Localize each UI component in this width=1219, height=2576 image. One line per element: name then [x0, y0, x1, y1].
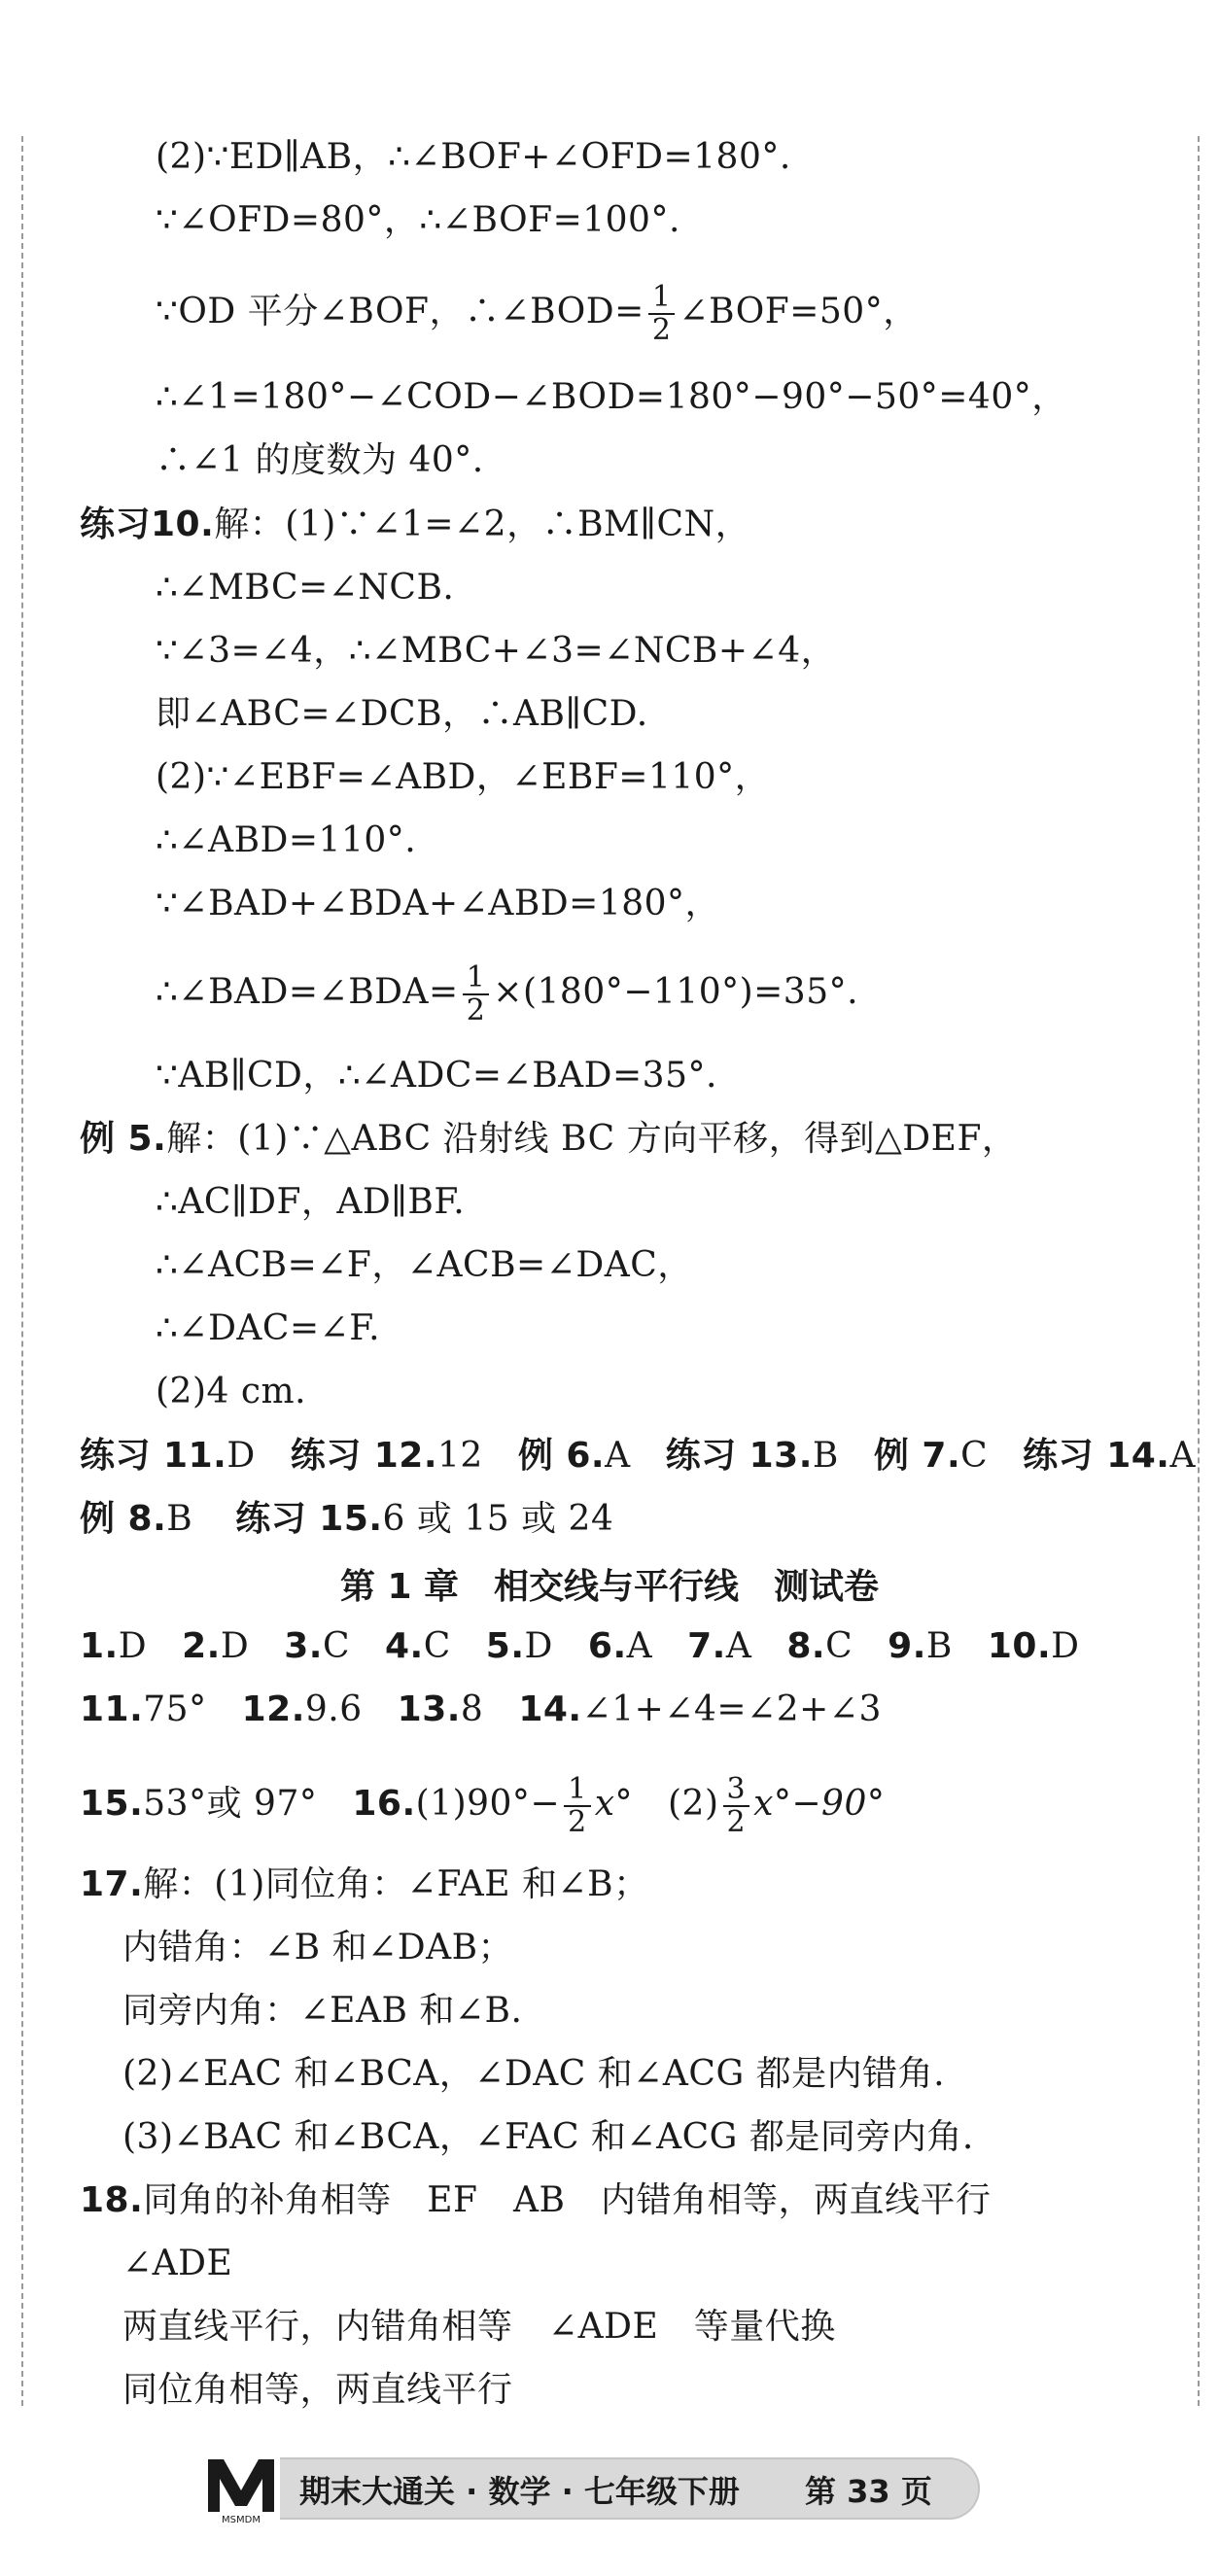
text-line: ∴∠1 的度数为 40°.: [156, 440, 484, 480]
answer-value: ∠1+∠4=∠2+∠3: [581, 1689, 882, 1729]
answers-row-2: [80, 1498, 613, 1541]
answer-value: A: [725, 1626, 752, 1666]
answer-value: D: [226, 1436, 256, 1476]
example-label: 例 5.: [80, 1119, 167, 1159]
question-number: 2.: [182, 1626, 221, 1666]
question-number: 8.: [786, 1626, 826, 1666]
right-margin-line: [1198, 136, 1200, 2406]
answer-value: B: [166, 1499, 193, 1539]
text-segment: x°−90°: [753, 1784, 886, 1824]
text-line: 即∠ABC=∠DCB，∴AB∥CD.: [156, 694, 648, 734]
question-number: 13.: [397, 1689, 461, 1729]
fraction: [564, 1774, 591, 1838]
answer-value: A: [1169, 1436, 1196, 1476]
question-number: 7.: [687, 1626, 726, 1666]
answer-label: 例 6.: [517, 1436, 606, 1476]
question-number: 9.: [888, 1626, 926, 1666]
answer-label: 练习 12.: [290, 1436, 437, 1476]
text-line: (2)∵∠EBF=∠ABD，∠EBF=110°，: [156, 757, 771, 797]
fraction-denominator: 2: [466, 993, 486, 1027]
answer-value: 6 或 15 或 24: [382, 1499, 614, 1539]
answer-label: 例 8.: [80, 1499, 167, 1539]
answer-value: 8: [460, 1689, 484, 1729]
answer-value: A: [605, 1436, 631, 1476]
answer-value: 75°: [143, 1689, 207, 1729]
text-line: 内错角：∠B 和∠DAB；: [122, 1928, 514, 1967]
text-segment: ×(180°−110°)=35°.: [493, 972, 859, 1012]
publisher-logo-icon: [202, 2452, 280, 2525]
text-segment: x°: [594, 1784, 633, 1824]
fraction: [648, 282, 676, 346]
question-number: 3.: [284, 1626, 323, 1666]
answer-value: D: [1051, 1626, 1080, 1666]
text-segment: (2): [668, 1784, 719, 1824]
chapter-title: 第 1 章 相交线与平行线 测试卷: [339, 1567, 880, 1607]
question-number: 18.: [80, 2180, 144, 2220]
text-line: 同旁内角：∠EAB 和∠B.: [122, 1991, 523, 2031]
text-line: (2)4 cm.: [156, 1372, 307, 1411]
text-line: ∴∠ABD=110°.: [156, 820, 417, 860]
text-segment: ∵OD 平分∠BOF，∴∠BOD=: [156, 292, 644, 331]
text-line: ∴∠1=180°−∠COD−∠BOD=180°−90°−50°=40°，: [156, 377, 1067, 417]
fraction-numerator: 1: [564, 1774, 591, 1807]
question-number: 16.: [352, 1784, 416, 1824]
text-line: ∵∠3=∠4，∴∠MBC+∠3=∠NCB+∠4，: [156, 631, 837, 671]
text-segment: (1)90°−: [415, 1784, 561, 1824]
fraction-denominator: 2: [651, 313, 672, 347]
logo-text: MSMDM: [222, 2515, 261, 2525]
text-line: ∴∠DAC=∠F.: [156, 1308, 381, 1348]
text-line: ∵∠OFD=80°，∴∠BOF=100°.: [156, 200, 680, 240]
question-number: 5.: [485, 1626, 525, 1666]
answer-value: A: [626, 1626, 653, 1666]
question-number: 6.: [587, 1626, 627, 1666]
fraction-denominator: 2: [568, 1805, 587, 1839]
question-number: 15.: [80, 1784, 144, 1824]
answer-value: 53°或 97°: [143, 1784, 318, 1824]
left-margin-line: [21, 136, 23, 2406]
text-line: ∵∠BAD+∠BDA+∠ABD=180°，: [156, 884, 721, 923]
question-number: 17.: [80, 1864, 144, 1904]
text-line: ∴∠ACB=∠F，∠ACB=∠DAC，: [156, 1245, 693, 1285]
text-segment: ∴∠BAD=∠BDA=: [156, 972, 459, 1012]
question-number: 1.: [80, 1626, 119, 1666]
text-segment: 解：(1)同位角：∠FAE 和∠B；: [143, 1864, 649, 1904]
question-number: 10.: [987, 1626, 1052, 1666]
text-segment: 同角的补角相等 EF AB 内错角相等，两直线平行: [143, 2180, 992, 2220]
fraction-numerator: 1: [648, 282, 676, 315]
answer-label: 练习 14.: [1023, 1436, 1170, 1476]
text-line: 同位角相等，两直线平行: [122, 2370, 513, 2410]
question-number: 11.: [80, 1689, 144, 1729]
answer-label: 练习 15.: [235, 1499, 383, 1539]
answer-value: C: [960, 1436, 989, 1476]
footer-title: 期末大通关 · 数学 · 七年级下册: [299, 2473, 740, 2510]
fraction: [723, 1774, 750, 1838]
text-line: (2)∠EAC 和∠BCA，∠DAC 和∠ACG 都是内错角.: [122, 2054, 946, 2094]
text-segment: 解：(1)∵△ABC 沿射线 BC 方向平移，得到△DEF，: [166, 1119, 1018, 1159]
text-line: ∵AB∥CD，∴∠ADC=∠BAD=35°.: [156, 1056, 717, 1096]
answer-value: D: [220, 1626, 250, 1666]
answer-value: D: [524, 1626, 553, 1666]
answer-value: C: [423, 1626, 451, 1666]
q17-line: [80, 1863, 649, 1906]
answer-label: 练习 11.: [80, 1436, 227, 1476]
answer-label: 例 7.: [873, 1436, 961, 1476]
text-segment: ∠BOF=50°，: [679, 292, 919, 331]
exercise-label: 练习10.: [80, 505, 215, 544]
text-line-fraction: [156, 282, 919, 346]
text-line: ∴∠MBC=∠NCB.: [156, 568, 455, 608]
answer-value: C: [825, 1626, 853, 1666]
answer-label: 练习 13.: [665, 1436, 813, 1476]
answer-value: B: [925, 1626, 953, 1666]
mc-answers-row: [80, 1625, 1080, 1668]
fill-answers-row: [80, 1688, 882, 1731]
fraction-numerator: 1: [463, 962, 490, 995]
answer-value: D: [118, 1626, 148, 1666]
answer-value: C: [322, 1626, 350, 1666]
fraction-denominator: 2: [726, 1805, 747, 1839]
answers-row-1: [80, 1435, 1196, 1478]
answer-value: 9.6: [304, 1689, 363, 1729]
answer-value: B: [812, 1436, 839, 1476]
q18-line: [80, 2179, 992, 2222]
text-line: (3)∠BAC 和∠BCA，∠FAC 和∠ACG 都是同旁内角.: [122, 2117, 974, 2157]
text-line-fraction: [156, 962, 858, 1027]
text-line: ∴AC∥DF，AD∥BF.: [156, 1182, 466, 1222]
fraction-numerator: 3: [723, 1774, 750, 1807]
answer-value: 12: [437, 1436, 483, 1476]
text-segment: 解：(1)∵∠1=∠2，∴BM∥CN，: [214, 505, 751, 544]
text-line: (2)∵ED∥AB，∴∠BOF+∠OFD=180°.: [156, 137, 791, 177]
text-line: 两直线平行，内错角相等 ∠ADE 等量代换: [122, 2307, 836, 2347]
page-number: 第 33 页: [805, 2473, 932, 2510]
example-5-line: [80, 1118, 1017, 1161]
text-line: ∠ADE: [122, 2244, 233, 2283]
question-number: 12.: [241, 1689, 305, 1729]
q15-q16-row: [80, 1774, 885, 1838]
question-number: 14.: [518, 1689, 582, 1729]
exercise-10-line: [80, 504, 750, 546]
question-number: 4.: [385, 1626, 424, 1666]
fraction: [463, 962, 490, 1027]
